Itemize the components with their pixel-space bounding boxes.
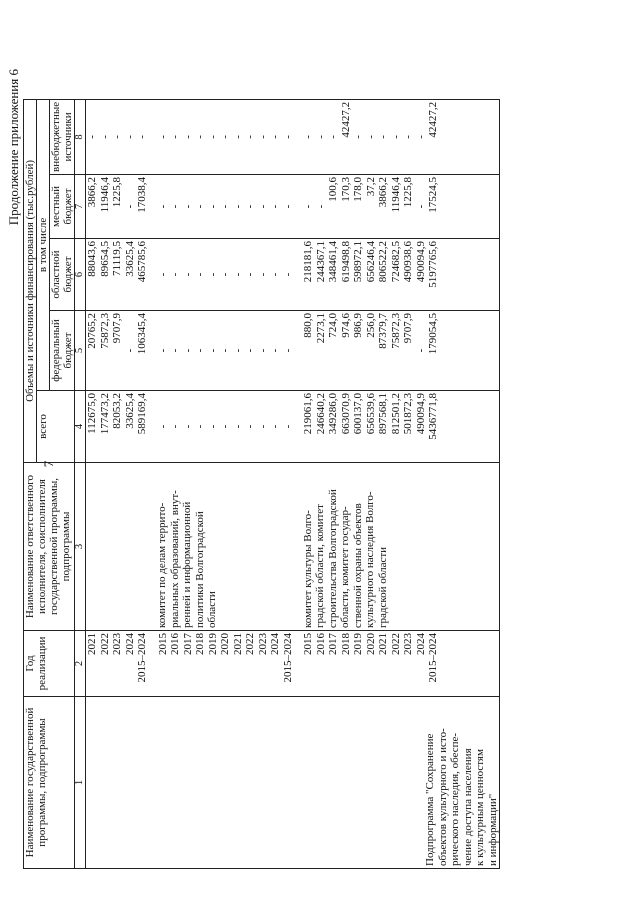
total-value: 33625,4 [123, 393, 136, 429]
executor-cell [86, 463, 500, 631]
extra-value: - [98, 135, 111, 139]
regional-value: 619498,8 [339, 241, 352, 283]
total-value: 897568,1 [377, 393, 389, 435]
extra-value: - [269, 135, 281, 139]
local-value: 37,2 [364, 177, 377, 197]
extra-value: - [389, 135, 402, 139]
subprogram-line: к культурным ценностям [474, 749, 486, 866]
column-number: 8 [75, 99, 86, 174]
regional-value: - [169, 272, 181, 277]
year: 2022 [389, 633, 402, 655]
total-value: - [206, 424, 219, 429]
extra-value: - [123, 135, 136, 139]
year: 2015–2024 [427, 633, 439, 683]
year: 2016 [169, 633, 181, 655]
executor-line: области, комитет государ- [339, 506, 351, 628]
extra-value: - [181, 135, 194, 139]
extra-value: - [194, 135, 206, 139]
local-value: - [414, 204, 427, 209]
subprogram-line: рического наследия, обеспе- [449, 732, 461, 866]
extra-value: - [86, 135, 98, 139]
year: 2015 [302, 633, 314, 655]
year: 2016 [314, 633, 327, 655]
total-value: - [194, 424, 206, 429]
federal-value: - [269, 348, 281, 353]
column-number: 6 [75, 239, 86, 311]
regional-value: - [256, 272, 269, 277]
local-value: - [169, 204, 181, 209]
subprogram-line: и информации" [486, 793, 499, 866]
executor-line: риальных образований, внут- [168, 490, 181, 628]
regional-value: 88043,6 [86, 241, 98, 277]
year: 2017 [181, 633, 194, 655]
header-program: Наименование государственной программы, подпрограммы [24, 697, 75, 869]
total-value: 5436771,8 [427, 393, 439, 440]
extra-value: - [414, 135, 427, 139]
regional-value: - [206, 272, 219, 277]
column-number: 5 [75, 311, 86, 391]
total-value: 663070,9 [339, 393, 352, 435]
regional-cell [86, 239, 500, 311]
page-number: 7 [41, 460, 56, 468]
header-regional: областной бюджет [50, 239, 75, 311]
federal-value: - [169, 348, 181, 353]
total-value: 349286,0 [327, 393, 339, 435]
federal-value: 9707,9 [111, 313, 123, 344]
header-federal: федеральный бюджет [50, 311, 75, 391]
column-number-row [75, 99, 86, 868]
extra-value: - [156, 135, 169, 139]
extra-value: - [377, 135, 389, 139]
regional-value: 348461,4 [327, 241, 339, 283]
executor-block2 [156, 465, 219, 628]
regional-value: 490094,9 [414, 241, 427, 283]
extra-value: - [302, 135, 314, 139]
regional-value: 71119,5 [111, 241, 123, 276]
local-value: - [156, 204, 169, 209]
local-value: 100,6 [327, 177, 339, 202]
header-extra: внебюджетные источники [50, 99, 75, 174]
column-number: 1 [75, 697, 86, 869]
federal-value: 75872,3 [389, 313, 402, 349]
local-value: 1225,8 [402, 177, 414, 208]
regional-value: 218181,6 [302, 241, 314, 283]
regional-value: - [231, 272, 244, 277]
year: 2015 [156, 633, 169, 655]
total-value: 112675,0 [86, 393, 98, 434]
regional-value: 5197765,6 [427, 241, 439, 288]
year: 2021 [377, 633, 389, 655]
regional-value: - [244, 272, 256, 277]
federal-value: 179054,5 [427, 313, 439, 355]
federal-value: - [194, 348, 206, 353]
year: 2023 [256, 633, 269, 655]
year-cell [86, 631, 500, 697]
federal-value: 880,0 [302, 313, 314, 338]
regional-value: - [281, 272, 294, 277]
regional-value: 724682,5 [389, 241, 402, 283]
executor-line: градской области, комитет [314, 504, 326, 628]
executor-line: строительства Волгоградской [326, 489, 339, 628]
year: 2024 [414, 633, 427, 655]
local-value: - [281, 204, 294, 209]
total-value: 600137,0 [352, 393, 364, 435]
executor-line: комитет культуры Волго- [301, 510, 314, 628]
executor-line: области [206, 591, 218, 628]
column-number: 3 [75, 463, 86, 631]
total-value: 219061,6 [302, 393, 314, 435]
program-cell [86, 697, 500, 869]
executor-line: ренней и информационной [181, 501, 193, 628]
local-value: 178,0 [352, 177, 364, 202]
column-number: 7 [75, 175, 86, 239]
total-value: - [281, 424, 294, 429]
local-value: - [206, 204, 219, 209]
total-value: - [181, 424, 194, 429]
total-value: 246640,2 [314, 393, 327, 435]
federal-value: 2273,1 [314, 313, 327, 344]
executor-line: градской области [376, 546, 389, 628]
federal-value: 106345,4 [136, 313, 148, 355]
local-value: - [244, 204, 256, 209]
federal-value: 75872,3 [98, 313, 111, 349]
year: 2023 [111, 633, 123, 655]
total-value: - [256, 424, 269, 429]
total-value: 589169,4 [136, 393, 148, 435]
extra-value: - [206, 135, 219, 139]
federal-value: 974,6 [339, 313, 352, 338]
executor-block3 [302, 465, 390, 628]
federal-value: - [281, 348, 294, 353]
header-year: Год реализации [24, 631, 75, 697]
local-value: - [123, 204, 136, 209]
year: 2022 [98, 633, 111, 655]
year: 2021 [231, 633, 244, 655]
local-value: 3866,2 [377, 177, 389, 208]
local-cell [86, 175, 500, 239]
regional-value: 656246,4 [364, 241, 377, 283]
regional-value: 806522,2 [377, 241, 389, 283]
extra-value: - [256, 135, 269, 139]
local-value: 17038,4 [136, 177, 148, 213]
regional-value: - [181, 272, 194, 277]
local-value: - [269, 204, 281, 209]
extra-value: - [352, 135, 364, 139]
extra-value: - [111, 135, 123, 139]
subprogram-line: Подпрограмма "Сохранение [424, 733, 436, 866]
federal-value: - [244, 348, 256, 353]
extra-value: - [314, 135, 327, 139]
column-number: 2 [75, 631, 86, 697]
local-value: - [231, 204, 244, 209]
header-local: местный бюджет [50, 175, 75, 239]
year: 2015–2024 [136, 633, 148, 683]
year: 2018 [339, 633, 352, 655]
year: 2019 [352, 633, 364, 655]
year: 2019 [206, 633, 219, 655]
regional-value: 244367,1 [314, 241, 327, 283]
regional-value: - [156, 272, 169, 277]
extra-value: - [281, 135, 294, 139]
federal-cell [86, 311, 500, 391]
regional-value: 490938,6 [402, 241, 414, 283]
executor-line: комитет по делам террито- [156, 502, 168, 628]
federal-value: - [414, 348, 427, 353]
local-value: 11946,4 [389, 177, 402, 213]
regional-value: 89654,5 [98, 241, 111, 277]
total-value: - [244, 424, 256, 429]
executor-line: политики Волгоградской [193, 511, 206, 628]
year: 2024 [269, 633, 281, 655]
federal-value: - [231, 348, 244, 353]
local-value: 170,3 [339, 177, 352, 202]
total-value: - [231, 424, 244, 429]
extra-cell [86, 99, 500, 174]
header-financing: Объемы и источники финансирования (тыс.рублей) [24, 99, 37, 462]
local-value: 11946,4 [98, 177, 111, 213]
total-value: 501872,3 [402, 393, 414, 435]
total-value: 656539,6 [364, 393, 377, 435]
caption: Продолжение приложения 6 [6, 69, 21, 226]
header-total: всего [37, 391, 75, 463]
extra-value: - [136, 135, 148, 139]
regional-value: - [194, 272, 206, 277]
subprogram-name [424, 699, 499, 866]
total-value: 82053,2 [111, 393, 123, 429]
extra-value: - [402, 135, 414, 139]
federal-value: 87379,7 [377, 313, 389, 349]
regional-value: 465785,6 [136, 241, 148, 283]
header-executor: Наименование ответственного исполнителя, соисполнителя государственной программы, подпрограммы [24, 463, 75, 631]
federal-value: 9707,9 [402, 313, 414, 344]
year: 2020 [364, 633, 377, 655]
federal-value: - [156, 348, 169, 353]
total-cell [86, 391, 500, 463]
local-value: - [181, 204, 194, 209]
executor-line: ственной охраны объектов [351, 503, 364, 628]
extra-value: - [327, 135, 339, 139]
regional-value: - [269, 272, 281, 277]
local-value: - [302, 204, 314, 209]
local-value: - [256, 204, 269, 209]
extra-value: 42427,2 [339, 101, 352, 138]
year: 2021 [86, 633, 98, 655]
regional-value: 33625,4 [123, 241, 136, 277]
year: 2015–2024 [281, 633, 294, 683]
local-value: - [194, 204, 206, 209]
federal-value: - [219, 348, 231, 353]
federal-value: - [181, 348, 194, 353]
regional-value: 598972,1 [352, 241, 364, 283]
extra-value: - [219, 135, 231, 139]
total-value: - [269, 424, 281, 429]
extra-value: - [169, 135, 181, 139]
executor-line: культурного наследия Волго- [364, 491, 376, 628]
total-value: - [156, 424, 169, 429]
total-value: - [219, 424, 231, 429]
federal-value: - [123, 348, 136, 353]
total-value: 490094,9 [414, 393, 427, 435]
year: 2022 [244, 633, 256, 655]
column-number: 4 [75, 391, 86, 463]
subprogram-line: объектов культурного и исто- [436, 728, 449, 866]
federal-value: 986,9 [352, 313, 364, 338]
federal-value: - [256, 348, 269, 353]
federal-value: - [206, 348, 219, 353]
year: 2018 [194, 633, 206, 655]
extra-value: - [231, 135, 244, 139]
regional-value: - [219, 272, 231, 277]
extra-value: 42427,2 [427, 101, 439, 138]
federal-value: 724,0 [327, 313, 339, 338]
federal-value: 256,0 [364, 313, 377, 338]
local-value: 1225,8 [111, 177, 123, 208]
local-value: 17524,5 [427, 177, 439, 213]
header-in-that: в том числе [37, 99, 50, 390]
local-value: - [314, 204, 327, 209]
table-body-row [86, 99, 500, 868]
year: 2024 [123, 633, 136, 655]
year: 2020 [219, 633, 231, 655]
total-value: 812501,2 [389, 393, 402, 435]
extra-value: - [364, 135, 377, 139]
subprogram-line: чение доступа населения [461, 748, 474, 866]
local-value: 3866,2 [86, 177, 98, 208]
year: 2023 [402, 633, 414, 655]
year: 2017 [327, 633, 339, 655]
federal-value: 20765,2 [86, 313, 98, 349]
total-value: - [169, 424, 181, 429]
financing-table [23, 99, 500, 869]
extra-value: - [244, 135, 256, 139]
total-value: 177473,2 [98, 393, 111, 435]
local-value: - [219, 204, 231, 209]
